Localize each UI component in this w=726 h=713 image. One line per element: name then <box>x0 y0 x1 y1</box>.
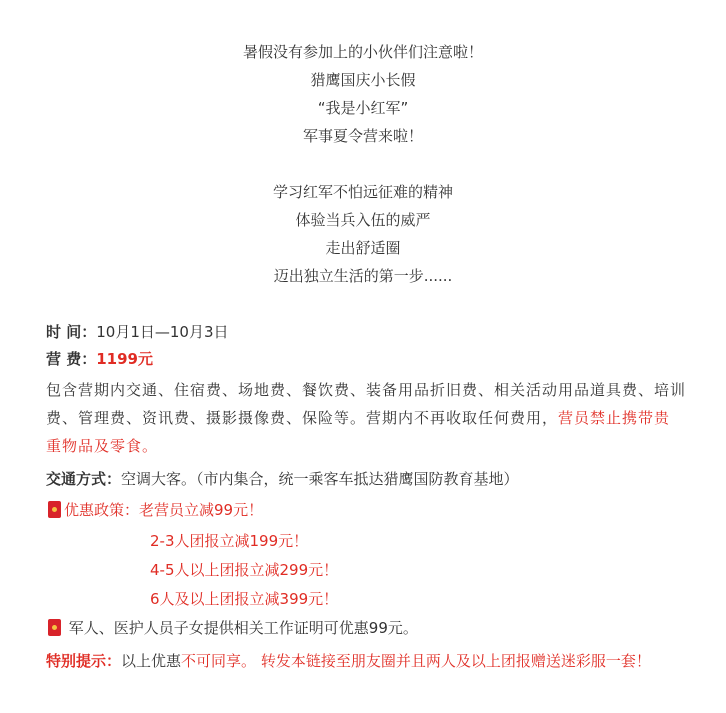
intro-line: 军事夏令营来啦！ <box>302 127 423 145</box>
time-row <box>46 320 686 344</box>
discount-item-row <box>46 529 726 553</box>
discount-label: 优惠政策： <box>64 501 140 519</box>
discount-item-row <box>46 558 726 582</box>
time-label: 时 间： <box>46 323 97 341</box>
transport-row <box>46 467 686 491</box>
fee-description-text: 包含营期内交通、住宿费、场地费、餐饮费、装备用品折旧费、相关活动用品道具费、培训费、管理费、资讯费、摄影摄像费、保险等。营期内不再收取任何费用， <box>46 381 687 427</box>
intro-block <box>0 38 726 150</box>
intro-line: 暑假没有参加上的小伙伴们注意啦！ <box>242 43 483 61</box>
no-stack-note: 不可同享。 <box>181 652 257 670</box>
slogan-block <box>0 178 726 290</box>
discount-item: 4-5人以上团报立减299元！ <box>150 561 339 579</box>
red-envelope-icon <box>48 501 61 518</box>
special-label: 特别提示： <box>46 652 122 670</box>
time-value: 10月1日—10月3日 <box>96 323 229 341</box>
discount-item-row <box>46 587 726 611</box>
fee-label: 营 费： <box>46 350 97 368</box>
discount-item: 2-3人团报立减199元！ <box>150 532 309 550</box>
intro-line: “我是小红军” <box>317 99 409 117</box>
fee-value: 1199元 <box>96 350 153 368</box>
slogan-line: 体验当兵入伍的威严 <box>295 211 431 229</box>
share-offer: 转发本链接至朋友圈并且两人及以上团报赠送迷彩服一套！ <box>256 652 651 670</box>
special-text: 以上优惠 <box>121 652 182 670</box>
slogan-line: 迈出独立生活的第一步...... <box>273 267 453 285</box>
transport-value: 空调大客。（市内集合，统一乘客车抵达猎鹰国防教育基地） <box>121 470 519 488</box>
military-family-row <box>48 616 688 640</box>
red-envelope-icon <box>48 619 61 636</box>
intro-line: 猎鹰国庆小长假 <box>310 71 416 89</box>
special-note <box>46 647 686 675</box>
fee-row <box>46 347 686 371</box>
slogan-line: 走出舒适圈 <box>325 239 401 257</box>
discount-item: 6人及以上团报立减399元！ <box>150 590 339 608</box>
transport-label: 交通方式： <box>46 470 122 488</box>
fee-warning: 营员禁止携带贵重物品及零食。 <box>46 409 671 455</box>
fee-description <box>46 376 686 460</box>
discount-row <box>48 498 688 522</box>
military-family-text: 军人、医护人员子女提供相关工作证明可优惠99元。 <box>68 619 418 637</box>
discount-item: 老营员立减99元！ <box>139 501 264 519</box>
slogan-line: 学习红军不怕远征难的精神 <box>272 183 453 201</box>
